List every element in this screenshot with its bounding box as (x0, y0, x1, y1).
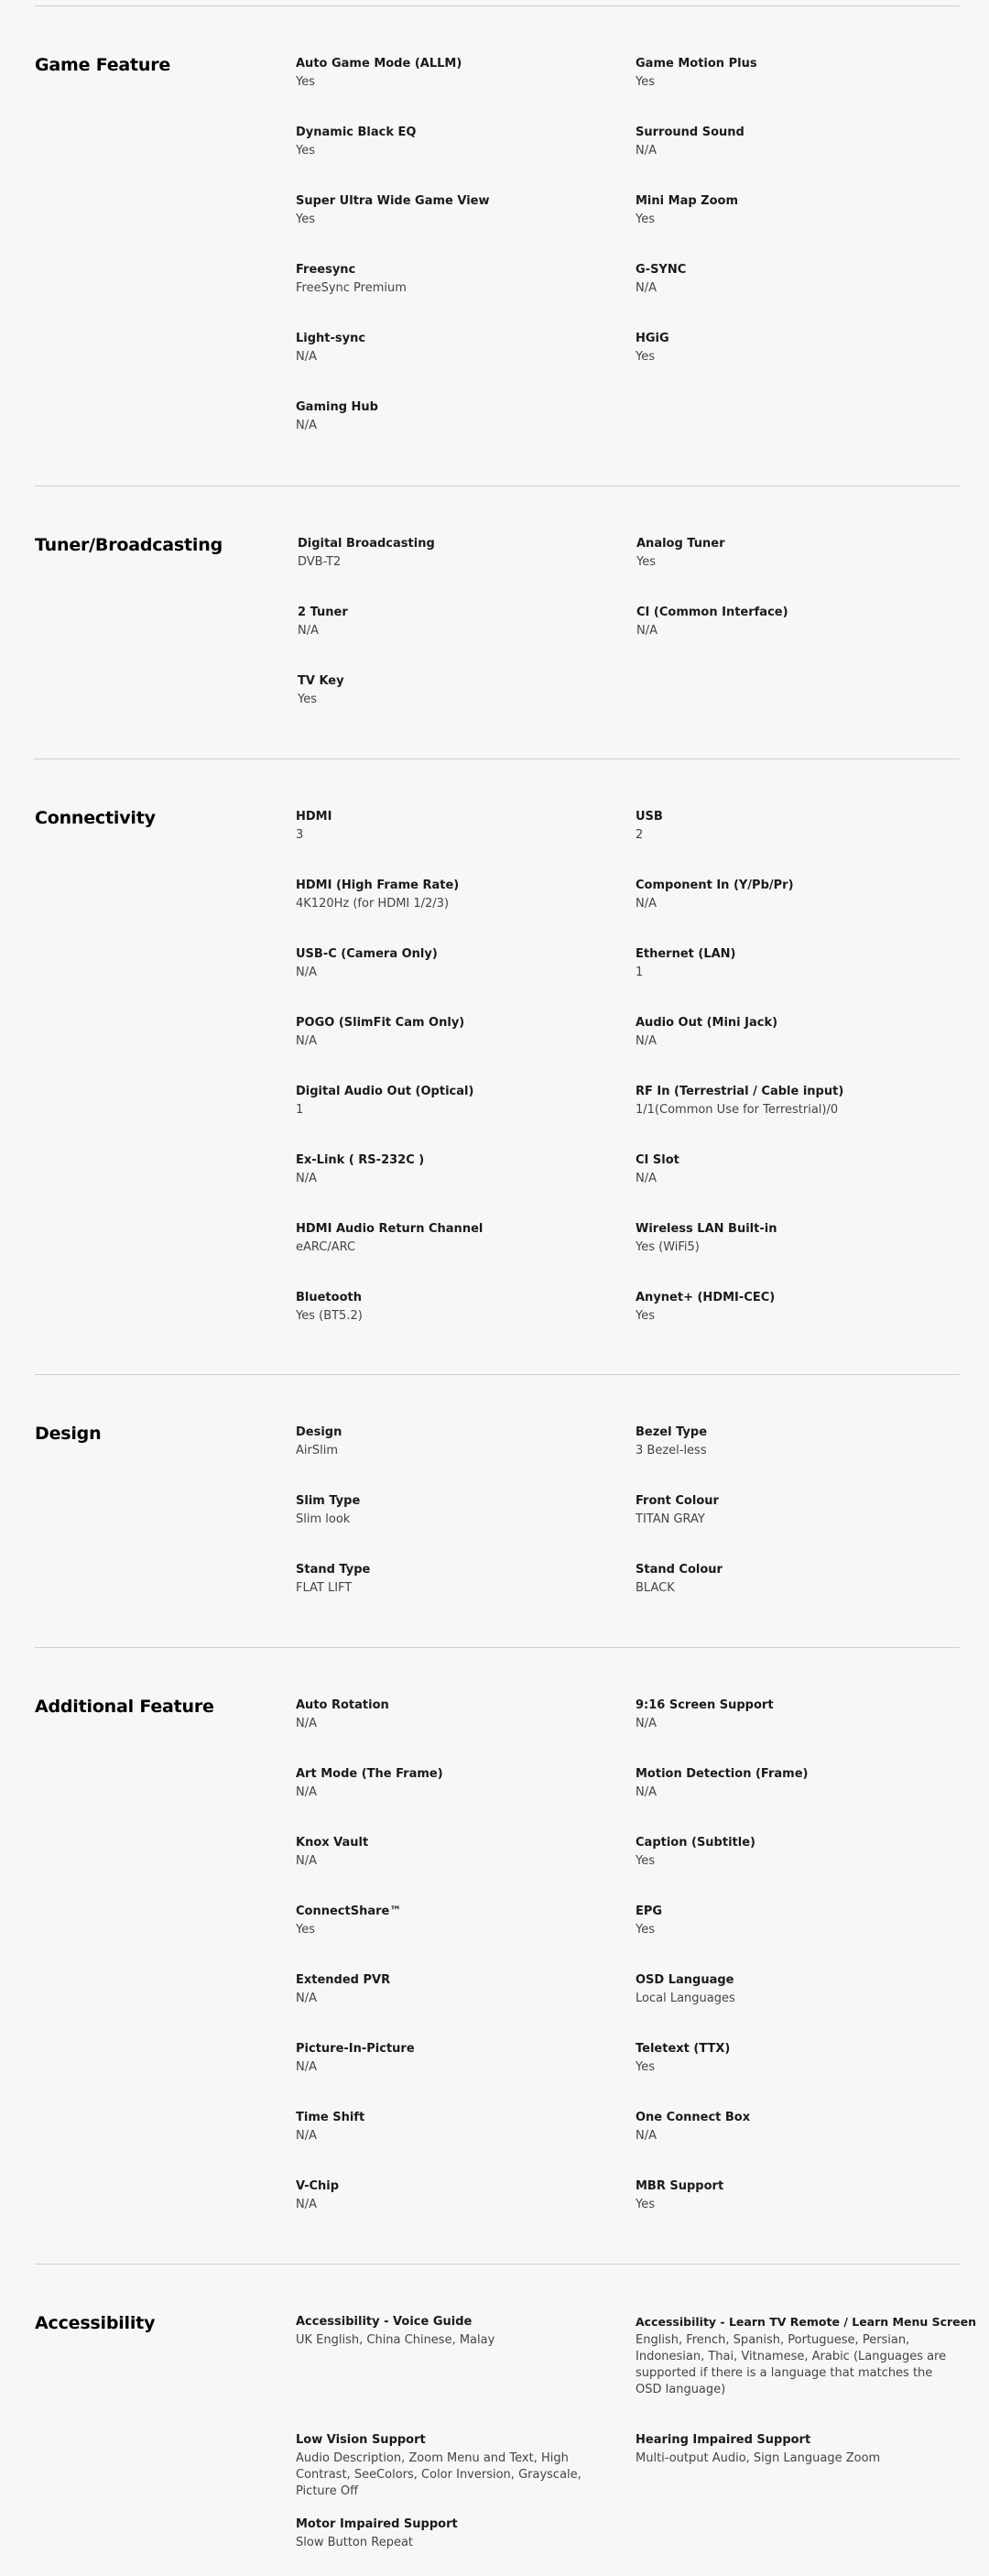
spec-value: FreeSync Premium (296, 281, 407, 295)
spec-label: Picture-In-Picture (296, 2042, 415, 2056)
spec-label: USB (636, 810, 663, 824)
spec-label: Art Mode (The Frame) (296, 1767, 443, 1781)
spec-label: Digital Audio Out (Optical) (296, 1085, 474, 1098)
spec-stand-colour (636, 1561, 965, 1597)
spec-anynet (636, 1289, 965, 1325)
spec-digital-audio-out (296, 1083, 625, 1119)
spec-value: Yes (296, 75, 315, 89)
spec-label: USB-C (Camera Only) (296, 947, 438, 961)
spec-label: G-SYNC (636, 263, 687, 277)
spec-value: N/A (296, 350, 317, 364)
spec-label: Light-sync (296, 332, 366, 345)
spec-teletext (636, 2040, 965, 2076)
spec-dynamic-black-eq (296, 124, 625, 159)
section-divider (35, 5, 960, 6)
spec-value: N/A (636, 897, 657, 911)
spec-value: 1 (636, 966, 644, 979)
spec-label: Design (296, 1425, 342, 1439)
spec-value: FLAT LIFT (296, 1581, 353, 1595)
spec-label: Motor Impaired Support (296, 2517, 458, 2531)
spec-value: N/A (296, 1172, 317, 1185)
section-title-connectivity: Connectivity (35, 808, 156, 828)
spec-hdmi (296, 808, 625, 844)
spec-label: Stand Type (296, 1563, 371, 1577)
spec-value: Yes (296, 144, 315, 158)
spec-value: N/A (636, 144, 657, 158)
spec-mbr-support (636, 2178, 965, 2213)
spec-art-mode (296, 1765, 625, 1801)
spec-value: N/A (296, 2129, 317, 2143)
spec-label: Wireless LAN Built-in (636, 1222, 777, 1236)
spec-label: Accessibility - Voice Guide (296, 2315, 473, 2329)
spec-label: Slim Type (296, 1494, 361, 1508)
spec-value: N/A (636, 1172, 657, 1185)
spec-hgig (636, 330, 965, 366)
spec-osd-language (636, 1971, 965, 2007)
spec-value: Yes (298, 693, 317, 706)
spec-value: N/A (298, 624, 319, 638)
section-divider (35, 1374, 960, 1375)
spec-label: Auto Game Mode (ALLM) (296, 57, 462, 71)
spec-auto-rotation (296, 1697, 625, 1732)
spec-motion-detection (636, 1765, 965, 1801)
spec-value: Yes (296, 213, 315, 226)
spec-label: Bluetooth (296, 1291, 362, 1304)
spec-slim-type (296, 1492, 625, 1528)
spec-caption-subtitle (636, 1834, 965, 1870)
spec-value: N/A (296, 966, 317, 979)
section-title-game-feature: Game Feature (35, 55, 171, 75)
spec-value: 3 (296, 828, 304, 842)
spec-value: Multi-output Audio, Sign Language Zoom (636, 2451, 881, 2465)
spec-label: Analog Tuner (636, 537, 725, 551)
spec-label: Teletext (TTX) (636, 2042, 731, 2056)
spec-label: V-Chip (296, 2179, 340, 2193)
spec-ci-slot (636, 1152, 965, 1187)
spec-value: eARC/ARC (296, 1240, 356, 1254)
section-title-accessibility: Accessibility (35, 2313, 156, 2333)
spec-label: POGO (SlimFit Cam Only) (296, 1016, 465, 1030)
spec-value: N/A (296, 2060, 317, 2074)
spec-value: Yes (636, 75, 655, 89)
spec-label: EPG (636, 1905, 663, 1918)
spec-value: Slim look (296, 1512, 351, 1526)
spec-label: Low Vision Support (296, 2433, 426, 2447)
spec-label: 9:16 Screen Support (636, 1698, 774, 1712)
spec-value: N/A (296, 419, 317, 432)
section-divider (35, 2264, 960, 2265)
spec-mini-map-zoom (636, 192, 965, 228)
spec-label: Dynamic Black EQ (296, 126, 417, 139)
spec-label: Knox Vault (296, 1836, 369, 1850)
spec-hdmi-audio-return-channel (296, 1220, 625, 1256)
spec-label: Freesync (296, 263, 356, 277)
spec-connectshare (296, 1903, 625, 1938)
spec-analog-tuner (636, 535, 966, 571)
spec-component-in (636, 877, 965, 912)
spec-voice-guide (296, 2313, 625, 2349)
spec-label: Digital Broadcasting (298, 537, 435, 551)
spec-value: Yes (636, 2198, 655, 2211)
spec-value: UK English, China Chinese, Malay (296, 2333, 495, 2347)
spec-label: MBR Support (636, 2179, 724, 2193)
spec-epg (636, 1903, 965, 1938)
spec-learn-tv-remote (636, 2313, 977, 2398)
spec-label: 2 Tuner (298, 606, 348, 619)
spec-tv-key (298, 672, 627, 708)
spec-label: CI Slot (636, 1153, 679, 1167)
spec-one-connect-box (636, 2109, 965, 2145)
spec-value: 4K120Hz (for HDMI 1/2/3) (296, 897, 450, 911)
spec-value: TITAN GRAY (636, 1512, 705, 1526)
spec-value: Yes (636, 555, 656, 569)
spec-g-sync (636, 261, 965, 297)
spec-pogo (296, 1014, 625, 1050)
spec-value: Yes (636, 1854, 655, 1868)
spec-value: N/A (296, 1992, 317, 2005)
spec-value: N/A (636, 624, 658, 638)
spec-label: Hearing Impaired Support (636, 2433, 811, 2447)
spec-value: Yes (WiFi5) (636, 1240, 700, 1254)
spec-value: Audio Description, Zoom Menu and Text, High Contrast, SeeColors, Color Inversion, Grayscale, Picture Off (296, 2451, 581, 2498)
spec-value: 1/1(Common Use for Terrestrial)/0 (636, 1103, 839, 1117)
spec-motor-impaired-support (296, 2516, 625, 2551)
spec-value: Local Languages (636, 1992, 735, 2005)
spec-label: One Connect Box (636, 2111, 751, 2124)
spec-usb (636, 808, 965, 844)
spec-value: N/A (636, 1717, 657, 1730)
spec-label: Motion Detection (Frame) (636, 1767, 809, 1781)
spec-value: N/A (296, 1785, 317, 1799)
spec-value: Yes (636, 2060, 655, 2074)
spec-value: Yes (636, 213, 655, 226)
spec-label: TV Key (298, 674, 344, 688)
spec-9-16-screen-support (636, 1697, 965, 1732)
spec-usb-c (296, 945, 625, 981)
spec-label: Game Motion Plus (636, 57, 757, 71)
spec-v-chip (296, 2178, 625, 2213)
spec-value: Yes (636, 1923, 655, 1937)
spec-design (296, 1424, 625, 1459)
spec-value: Yes (BT5.2) (296, 1309, 363, 1323)
spec-light-sync (296, 330, 625, 366)
spec-value: Slow Button Repeat (296, 2536, 414, 2549)
spec-bezel-type (636, 1424, 965, 1459)
spec-label: Extended PVR (296, 1973, 391, 1987)
spec-gaming-hub (296, 398, 625, 434)
spec-value: N/A (636, 1785, 657, 1799)
spec-value: 1 (296, 1103, 304, 1117)
spec-hdmi-high-frame-rate (296, 877, 625, 912)
spec-bluetooth (296, 1289, 625, 1325)
spec-ex-link (296, 1152, 625, 1187)
spec-label: Accessibility - Learn TV Remote / Learn Menu Screen (636, 2315, 977, 2329)
spec-low-vision-support (296, 2431, 616, 2500)
spec-surround-sound (636, 124, 965, 159)
spec-value: Yes (636, 350, 655, 364)
spec-label: Component In (Y/Pb/Pr) (636, 879, 794, 892)
spec-value: 3 Bezel-less (636, 1444, 707, 1457)
spec-label: ConnectShare™ (296, 1905, 402, 1918)
spec-label: Anynet+ (HDMI-CEC) (636, 1291, 776, 1304)
spec-value: N/A (636, 2129, 657, 2143)
section-title-tuner-broadcasting: Tuner/Broadcasting (35, 535, 223, 555)
spec-2-tuner (298, 604, 627, 639)
spec-ethernet-lan (636, 945, 965, 981)
spec-auto-game-mode (296, 55, 625, 91)
spec-label: Auto Rotation (296, 1698, 389, 1712)
spec-value: AirSlim (296, 1444, 338, 1457)
spec-label: HDMI (High Frame Rate) (296, 879, 460, 892)
spec-label: RF In (Terrestrial / Cable input) (636, 1085, 844, 1098)
spec-wireless-lan (636, 1220, 965, 1256)
spec-label: Time Shift (296, 2111, 365, 2124)
spec-label: HDMI (296, 810, 332, 824)
spec-value: N/A (296, 1717, 317, 1730)
spec-label: Caption (Subtitle) (636, 1836, 755, 1850)
spec-time-shift (296, 2109, 625, 2145)
spec-label: Ethernet (LAN) (636, 947, 736, 961)
spec-knox-vault (296, 1834, 625, 1870)
spec-game-motion-plus (636, 55, 965, 91)
spec-digital-broadcasting (298, 535, 627, 571)
spec-label: CI (Common Interface) (636, 606, 788, 619)
spec-value: BLACK (636, 1581, 675, 1595)
spec-extended-pvr (296, 1971, 625, 2007)
spec-value: English, French, Spanish, Portuguese, Persian, Indonesian, Thai, Vitnamese, Arabic (Languages are supported if there is a language that matches the OSD language) (636, 2333, 947, 2396)
spec-label: OSD Language (636, 1973, 734, 1987)
spec-value: 2 (636, 828, 644, 842)
spec-value: N/A (296, 2198, 317, 2211)
section-title-design: Design (35, 1424, 102, 1444)
spec-picture-in-picture (296, 2040, 625, 2076)
spec-value: DVB-T2 (298, 555, 342, 569)
spec-rf-in (636, 1083, 965, 1119)
spec-super-ultra-wide-game-view (296, 192, 625, 228)
spec-label: Gaming Hub (296, 400, 378, 414)
spec-value: N/A (636, 281, 657, 295)
spec-stand-type (296, 1561, 625, 1597)
section-title-additional-feature: Additional Feature (35, 1697, 214, 1717)
spec-label: Front Colour (636, 1494, 719, 1508)
spec-audio-out-mini-jack (636, 1014, 965, 1050)
spec-value: N/A (296, 1034, 317, 1048)
spec-ci-common-interface (636, 604, 966, 639)
spec-label: Surround Sound (636, 126, 744, 139)
spec-hearing-impaired-support (636, 2431, 956, 2467)
spec-label: Ex-Link ( RS-232C ) (296, 1153, 425, 1167)
section-divider (35, 1647, 960, 1648)
spec-label: Stand Colour (636, 1563, 723, 1577)
spec-value: Yes (636, 1309, 655, 1323)
spec-label: HDMI Audio Return Channel (296, 1222, 484, 1236)
spec-label: Bezel Type (636, 1425, 708, 1439)
spec-label: Audio Out (Mini Jack) (636, 1016, 778, 1030)
spec-label: Super Ultra Wide Game View (296, 194, 490, 208)
spec-value: Yes (296, 1923, 315, 1937)
spec-freesync (296, 261, 625, 297)
spec-front-colour (636, 1492, 965, 1528)
spec-label: Mini Map Zoom (636, 194, 739, 208)
spec-label: HGiG (636, 332, 669, 345)
spec-value: N/A (636, 1034, 657, 1048)
spec-value: N/A (296, 1854, 317, 1868)
